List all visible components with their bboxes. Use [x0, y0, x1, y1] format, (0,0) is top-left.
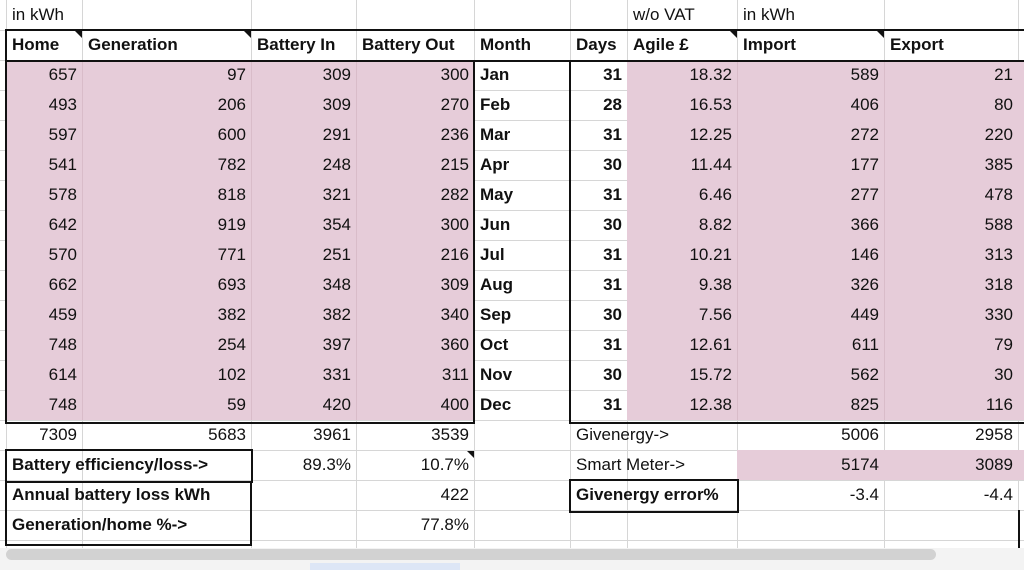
cell-agile[interactable]: 12.25: [689, 125, 732, 144]
cell-battery-out[interactable]: 215: [440, 155, 469, 174]
header-days[interactable]: Days: [576, 35, 617, 54]
cell-battery-out[interactable]: 270: [440, 95, 469, 114]
cell-battery-in[interactable]: 331: [322, 365, 351, 384]
header-home[interactable]: Home: [12, 35, 60, 54]
cell-month[interactable]: May: [480, 185, 514, 204]
cell-agile[interactable]: 18.32: [689, 65, 732, 84]
efficiency-label[interactable]: Battery efficiency/loss->: [12, 455, 209, 474]
cell-battery-in[interactable]: 382: [322, 305, 351, 324]
cell-month[interactable]: Feb: [480, 95, 511, 114]
cell-battery-out[interactable]: 311: [441, 365, 469, 384]
battery-efficiency[interactable]: 89.3%: [302, 455, 351, 474]
cell-home[interactable]: 642: [48, 215, 77, 234]
cell-export[interactable]: 318: [984, 275, 1013, 294]
annual-loss-label[interactable]: Annual battery loss kWh: [12, 485, 211, 504]
cell-generation[interactable]: 782: [217, 155, 246, 174]
cell-export[interactable]: 220: [984, 125, 1013, 144]
cell-agile[interactable]: 11.44: [690, 155, 732, 174]
givenergy-export[interactable]: 2958: [975, 425, 1013, 444]
cell-battery-in[interactable]: 420: [322, 395, 351, 414]
cell-battery-out[interactable]: 360: [440, 335, 469, 354]
efficiency-label-border: [5, 449, 253, 483]
cell-home[interactable]: 570: [48, 245, 77, 264]
cell-generation[interactable]: 59: [227, 395, 246, 414]
cell-agile[interactable]: 12.61: [689, 335, 732, 354]
cell-battery-out[interactable]: 236: [440, 125, 469, 144]
cell-export[interactable]: 80: [994, 95, 1013, 114]
cell-battery-in[interactable]: 354: [322, 215, 351, 234]
header-month[interactable]: Month: [480, 35, 531, 54]
cell-agile[interactable]: 6.46: [698, 185, 732, 204]
left-block-border: [5, 60, 475, 424]
givenergy-import[interactable]: 5006: [841, 425, 879, 444]
cell-generation[interactable]: 97: [227, 65, 246, 84]
cell-days[interactable]: 30: [603, 305, 622, 324]
cell-days[interactable]: 31: [603, 335, 622, 354]
error-label-border: [569, 479, 739, 513]
error-label[interactable]: Givenergy error%: [576, 485, 719, 504]
cell-import[interactable]: 326: [850, 275, 879, 294]
cell-home[interactable]: 541: [48, 155, 77, 174]
cell-month[interactable]: Jul: [480, 245, 505, 264]
gen-home-value[interactable]: 77.8%: [420, 515, 469, 534]
givenergy-label[interactable]: Givenergy->: [576, 425, 670, 444]
battery-loss-pct[interactable]: 10.7%: [420, 455, 469, 474]
cell-days[interactable]: 31: [603, 125, 622, 144]
cell-export[interactable]: 385: [984, 155, 1013, 174]
smart-meter-export[interactable]: 3089: [975, 455, 1013, 474]
vat-label[interactable]: w/o VAT: [633, 5, 695, 24]
cell-battery-out[interactable]: 309: [440, 275, 469, 294]
header-battery-in[interactable]: Battery In: [257, 35, 336, 54]
cell-battery-in[interactable]: 291: [322, 125, 351, 144]
cell-month[interactable]: Dec: [480, 395, 512, 414]
cell-month[interactable]: Aug: [480, 275, 514, 294]
total-battery-out[interactable]: 3539: [431, 425, 469, 444]
cell-battery-out[interactable]: 340: [440, 305, 469, 324]
error-export[interactable]: -4.4: [983, 485, 1013, 504]
cell-import[interactable]: 449: [850, 305, 879, 324]
error-import[interactable]: -3.4: [849, 485, 879, 504]
cell-export[interactable]: 588: [984, 215, 1013, 234]
cell-import[interactable]: 177: [850, 155, 879, 174]
cell-days[interactable]: 31: [603, 245, 622, 264]
edge-border: [1018, 510, 1020, 548]
unit-label[interactable]: in kWh: [12, 5, 64, 24]
cell-battery-out[interactable]: 282: [440, 185, 469, 204]
cell-agile[interactable]: 10.21: [689, 245, 732, 264]
cell-import[interactable]: 562: [850, 365, 879, 384]
cell-home[interactable]: 597: [48, 125, 77, 144]
cell-import[interactable]: 277: [850, 185, 879, 204]
cell-days[interactable]: 30: [603, 215, 622, 234]
cell-import[interactable]: 589: [850, 65, 879, 84]
cell-battery-in[interactable]: 309: [322, 65, 351, 84]
header-agile[interactable]: Agile £: [633, 35, 689, 54]
cell-agile[interactable]: 7.56: [698, 305, 732, 324]
cell-generation[interactable]: 254: [217, 335, 246, 354]
lower-label-border: [5, 481, 252, 546]
cell-battery-out[interactable]: 216: [440, 245, 469, 264]
cell-month[interactable]: Apr: [480, 155, 510, 174]
header-import[interactable]: Import: [743, 35, 796, 54]
cell-generation[interactable]: 102: [217, 365, 246, 384]
cell-home[interactable]: 748: [48, 335, 77, 354]
cell-import[interactable]: 272: [850, 125, 879, 144]
cell-month[interactable]: Oct: [480, 335, 509, 354]
cell-days[interactable]: 30: [603, 365, 622, 384]
cell-days[interactable]: 31: [603, 65, 622, 84]
cell-export[interactable]: 79: [994, 335, 1013, 354]
cell-generation[interactable]: 600: [217, 125, 246, 144]
cell-export[interactable]: 21: [994, 65, 1013, 84]
gen-home-label[interactable]: Generation/home %->: [12, 515, 188, 534]
cell-home[interactable]: 662: [48, 275, 77, 294]
cell-month[interactable]: Mar: [480, 125, 511, 144]
smart-meter-import[interactable]: 5174: [841, 455, 879, 474]
cell-battery-in[interactable]: 251: [322, 245, 351, 264]
cell-home[interactable]: 748: [48, 395, 77, 414]
cell-days[interactable]: 30: [603, 155, 622, 174]
cell-export[interactable]: 30: [994, 365, 1013, 384]
header-battery-out[interactable]: Battery Out: [362, 35, 455, 54]
cell-agile[interactable]: 8.82: [698, 215, 732, 234]
cell-generation[interactable]: 771: [217, 245, 246, 264]
header-border: [5, 29, 1024, 62]
cell-agile[interactable]: 15.72: [689, 365, 732, 384]
cell-export[interactable]: 330: [984, 305, 1013, 324]
cell-import[interactable]: 366: [850, 215, 879, 234]
cell-agile[interactable]: 16.53: [689, 95, 732, 114]
cell-agile[interactable]: 9.38: [698, 275, 732, 294]
cell-home[interactable]: 493: [48, 95, 77, 114]
cell-month[interactable]: Jun: [480, 215, 511, 234]
cell-battery-in[interactable]: 348: [322, 275, 351, 294]
cell-generation[interactable]: 206: [217, 95, 246, 114]
right-block-border: [569, 60, 1024, 424]
cell-battery-out[interactable]: 300: [440, 65, 469, 84]
cell-battery-in[interactable]: 321: [322, 185, 351, 204]
cell-generation[interactable]: 818: [217, 185, 246, 204]
cell-home[interactable]: 657: [48, 65, 77, 84]
scrollbar-thumb[interactable]: [6, 549, 936, 560]
cell-home[interactable]: 459: [48, 305, 77, 324]
cell-days[interactable]: 31: [603, 275, 622, 294]
unit-label[interactable]: in kWh: [743, 5, 795, 24]
cell-export[interactable]: 478: [984, 185, 1013, 204]
cell-battery-in[interactable]: 397: [322, 335, 351, 354]
cell-import[interactable]: 146: [850, 245, 879, 264]
cell-days[interactable]: 31: [603, 185, 622, 204]
cell-agile[interactable]: 12.38: [689, 395, 732, 414]
cell-home[interactable]: 614: [48, 365, 77, 384]
cell-generation[interactable]: 693: [217, 275, 246, 294]
cell-month[interactable]: Sep: [480, 305, 512, 324]
total-battery-in[interactable]: 3961: [313, 425, 351, 444]
cell-battery-out[interactable]: 300: [440, 215, 469, 234]
cell-generation[interactable]: 382: [217, 305, 246, 324]
sheet-tab-strip[interactable]: [310, 563, 460, 570]
cell-import[interactable]: 406: [850, 95, 879, 114]
total-home[interactable]: 7309: [39, 425, 77, 444]
cell-home[interactable]: 578: [48, 185, 77, 204]
cell-import[interactable]: 611: [851, 335, 879, 354]
cell-export[interactable]: 116: [985, 395, 1013, 414]
cell-import[interactable]: 825: [850, 395, 879, 414]
cell-month[interactable]: Jan: [480, 65, 510, 84]
smart-meter-label[interactable]: Smart Meter->: [576, 455, 686, 474]
total-generation[interactable]: 5683: [208, 425, 246, 444]
cell-days[interactable]: 31: [603, 395, 622, 414]
annual-loss-value[interactable]: 422: [440, 485, 469, 504]
cell-month[interactable]: Nov: [480, 365, 513, 384]
cell-battery-out[interactable]: 400: [440, 395, 469, 414]
cell-battery-in[interactable]: 248: [322, 155, 351, 174]
cell-days[interactable]: 28: [603, 95, 622, 114]
header-generation[interactable]: Generation: [88, 35, 178, 54]
cell-export[interactable]: 313: [984, 245, 1013, 264]
header-export[interactable]: Export: [890, 35, 944, 54]
cell-generation[interactable]: 919: [217, 215, 246, 234]
cell-battery-in[interactable]: 309: [322, 95, 351, 114]
